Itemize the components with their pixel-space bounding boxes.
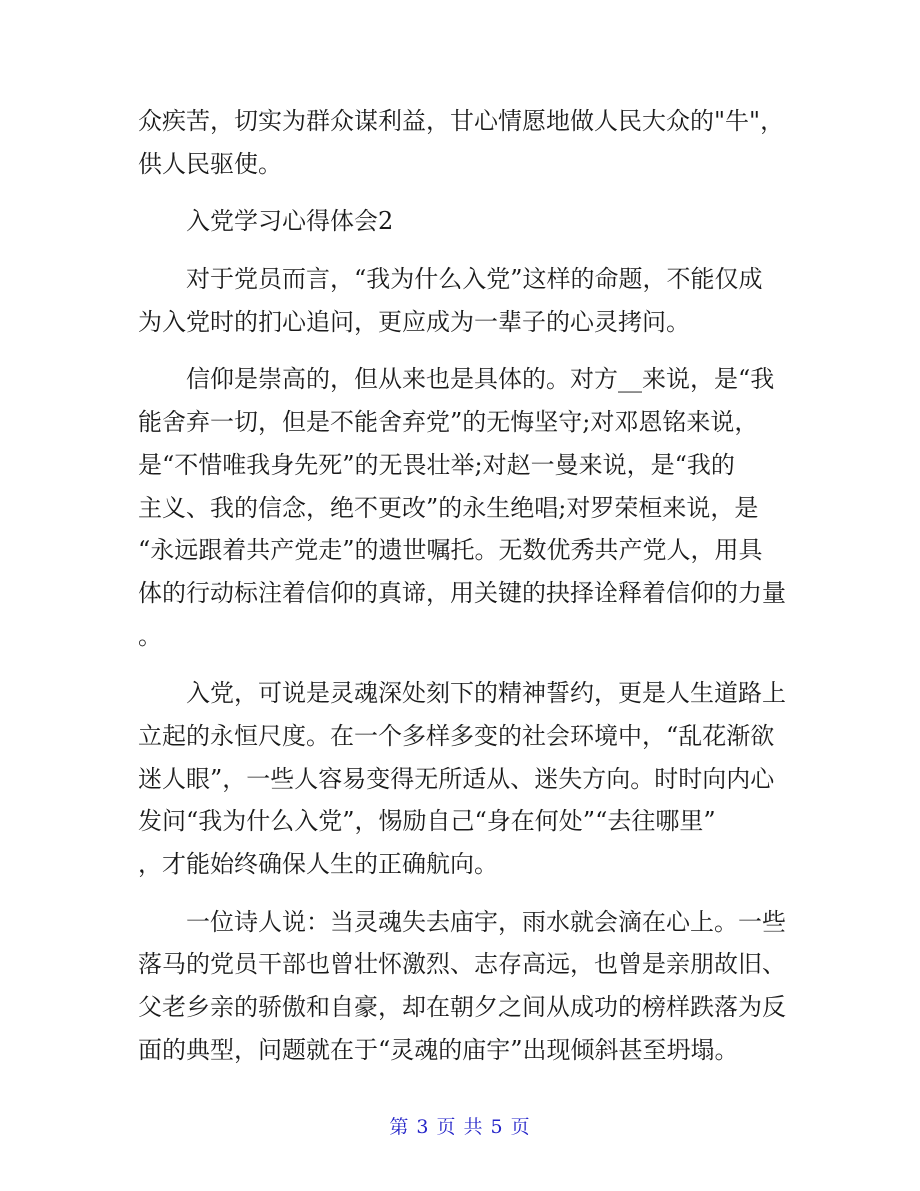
text-line: 面的典型，问题就在于“灵魂的庙宇”出现倾斜甚至坍塌。 (138, 1035, 739, 1064)
text-line: 落马的党员干部也曾壮怀激烈、志存高远，也曾是亲朋故旧、 (138, 950, 786, 979)
paragraph (138, 901, 786, 1072)
document-body (138, 100, 786, 1071)
text-line: 体的行动标注着信仰的真谛，用关键的抉择诠释着信仰的力量 (138, 578, 786, 607)
text-line: 为入党时的扪心追问，更应成为一辈子的心灵拷问。 (138, 307, 690, 336)
paragraph (138, 358, 786, 657)
text-line: 主义、我的信念，绝不更改”的永生绝唱;对罗荣桓来说，是 (138, 493, 759, 522)
text-line: ，才能始终确保人生的正确航向。 (138, 850, 498, 878)
text-line: 父老乡亲的骄傲和自豪，却在朝夕之间从成功的榜样跌落为反 (138, 993, 786, 1022)
text-line: 立起的永恒尺度。在一个多样多变的社会环境中，“乱花渐欲 (138, 721, 775, 750)
text-line: 。 (138, 621, 162, 650)
paragraph (138, 100, 786, 185)
text-line: 众疾苦，切实为群众谋利益，甘心情愿地做人民大众的"牛"， (138, 107, 785, 135)
text-line: 能舍弃一切，但是不能舍弃党”的无悔坚守;对邓恩铭来说， (138, 408, 759, 437)
paragraph (138, 672, 786, 885)
paragraph (138, 258, 786, 343)
text-line: 入党，可说是灵魂深处刻下的精神誓约，更是人生道路上 (186, 679, 786, 708)
text-line: 是“不惜唯我身先死”的无畏壮举;对赵一曼来说，是“我的 (138, 450, 735, 479)
page-number: 第 3 页 共 5 页 (389, 1116, 531, 1138)
text-line: 信仰是崇高的，但从来也是具体的。对方__来说，是“我 (186, 365, 775, 394)
text-line: “永远跟着共产党走”的遗世嘱托。无数优秀共产党人，用具 (138, 536, 763, 565)
text-line: 对于党员而言，“我为什么入党”这样的命题，不能仅成 (186, 265, 763, 294)
text-line: 发问“我为什么入党”，惕励自己“身在何处”“去往哪里” (138, 807, 716, 836)
text-line: 一位诗人说：当灵魂失去庙宇，雨水就会滴在心上。一些 (186, 907, 786, 936)
section-heading (138, 200, 786, 243)
text-line: 供人民驱使。 (138, 149, 282, 178)
text-line: 入党学习心得体会2 (186, 207, 394, 236)
text-line: 迷人眼”，一些人容易变得无所适从、迷失方向。时时向内心 (138, 764, 775, 793)
